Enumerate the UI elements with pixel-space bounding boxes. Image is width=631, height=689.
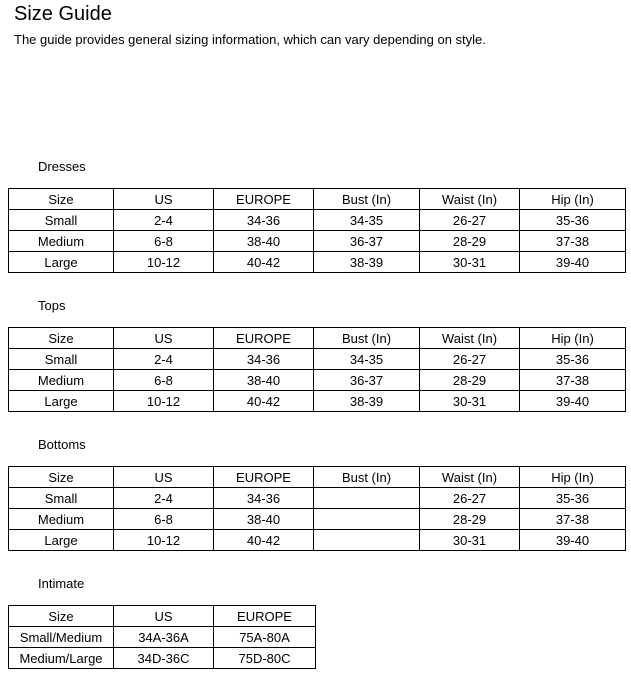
header-cell: US <box>114 189 214 210</box>
table-cell: 6-8 <box>114 370 214 391</box>
table-row <box>9 488 626 509</box>
table-cell: 37-38 <box>520 370 626 391</box>
table-cell: Medium <box>9 370 114 391</box>
header-cell: Bust (In) <box>314 467 420 488</box>
table-cell: Large <box>9 530 114 551</box>
table-cell: 37-38 <box>520 509 626 530</box>
table-cell: 2-4 <box>114 488 214 509</box>
table-cell: 34A-36A <box>114 627 214 648</box>
header-cell: Waist (In) <box>420 328 520 349</box>
section-label-bottoms: Bottoms <box>38 437 86 452</box>
size-table <box>8 327 626 412</box>
size-table <box>8 466 626 551</box>
table-cell: 30-31 <box>420 530 520 551</box>
table-cell: 38-39 <box>314 391 420 412</box>
header-cell: Size <box>9 328 114 349</box>
table-cell: 30-31 <box>420 391 520 412</box>
table-cell: 34D-36C <box>114 648 214 669</box>
table-row <box>9 252 626 273</box>
table-row <box>9 648 316 669</box>
table-cell: 35-36 <box>520 349 626 370</box>
header-cell: Bust (In) <box>314 328 420 349</box>
table-cell: 26-27 <box>420 488 520 509</box>
table-cell: Small <box>9 210 114 231</box>
page-subtitle: The guide provides general sizing information, which can vary depending on style. <box>14 32 486 47</box>
table-cell: Small/Medium <box>9 627 114 648</box>
table-cell <box>314 530 420 551</box>
table-cell: Medium/Large <box>9 648 114 669</box>
page-title: Size Guide <box>14 3 112 25</box>
table-cell: 35-36 <box>520 210 626 231</box>
sections <box>0 159 631 669</box>
header-cell: Waist (In) <box>420 189 520 210</box>
size-table <box>8 605 316 669</box>
table-cell: 35-36 <box>520 488 626 509</box>
table-cell: 26-27 <box>420 349 520 370</box>
table-row <box>9 231 626 252</box>
header-cell: EUROPE <box>214 467 314 488</box>
table-cell: 34-36 <box>214 210 314 231</box>
header-cell: Hip (In) <box>520 189 626 210</box>
size-section <box>0 576 631 669</box>
table-cell: 37-38 <box>520 231 626 252</box>
table-cell: 34-36 <box>214 488 314 509</box>
table-cell: 6-8 <box>114 509 214 530</box>
header-cell: Size <box>9 606 114 627</box>
table-cell: Medium <box>9 509 114 530</box>
table-row <box>9 530 626 551</box>
table-cell: 75D-80C <box>214 648 316 669</box>
table-cell: Small <box>9 349 114 370</box>
table-cell: 36-37 <box>314 231 420 252</box>
size-section <box>0 437 631 551</box>
header-cell: Size <box>9 467 114 488</box>
table-cell: 2-4 <box>114 349 214 370</box>
header-cell: EUROPE <box>214 189 314 210</box>
table-cell: 38-39 <box>314 252 420 273</box>
header-cell: EUROPE <box>214 606 316 627</box>
table-cell <box>314 488 420 509</box>
table-cell: 38-40 <box>214 370 314 391</box>
table-cell: 28-29 <box>420 509 520 530</box>
table-row <box>9 210 626 231</box>
table-header-row <box>9 467 626 488</box>
table-row <box>9 349 626 370</box>
header-cell: EUROPE <box>214 328 314 349</box>
table-cell: 26-27 <box>420 210 520 231</box>
table-row <box>9 370 626 391</box>
table-cell: Large <box>9 391 114 412</box>
table-cell: 34-35 <box>314 210 420 231</box>
header-cell: Waist (In) <box>420 467 520 488</box>
table-header-row <box>9 606 316 627</box>
table-cell: 2-4 <box>114 210 214 231</box>
section-label-intimate: Intimate <box>38 576 85 591</box>
table-cell: 39-40 <box>520 530 626 551</box>
table-cell: Small <box>9 488 114 509</box>
table-row <box>9 627 316 648</box>
table-cell: 39-40 <box>520 391 626 412</box>
table-cell: Medium <box>9 231 114 252</box>
table-cell: 75A-80A <box>214 627 316 648</box>
table-cell: 30-31 <box>420 252 520 273</box>
size-guide-page <box>0 3 631 689</box>
table-cell: 36-37 <box>314 370 420 391</box>
table-cell: 10-12 <box>114 530 214 551</box>
table-header-row <box>9 328 626 349</box>
size-section <box>0 159 631 273</box>
section-label-dresses: Dresses <box>38 159 86 174</box>
table-cell: 34-36 <box>214 349 314 370</box>
table-cell: 38-40 <box>214 231 314 252</box>
table-cell: 40-42 <box>214 530 314 551</box>
header-cell: Hip (In) <box>520 467 626 488</box>
table-row <box>9 391 626 412</box>
table-header-row <box>9 189 626 210</box>
header-cell: US <box>114 467 214 488</box>
table-row <box>9 509 626 530</box>
table-cell <box>314 509 420 530</box>
header-cell: Size <box>9 189 114 210</box>
table-cell: 6-8 <box>114 231 214 252</box>
table-cell: 39-40 <box>520 252 626 273</box>
table-cell: Large <box>9 252 114 273</box>
size-table <box>8 188 626 273</box>
table-cell: 10-12 <box>114 391 214 412</box>
table-cell: 40-42 <box>214 252 314 273</box>
table-cell: 10-12 <box>114 252 214 273</box>
header-cell: US <box>114 606 214 627</box>
table-cell: 34-35 <box>314 349 420 370</box>
header-cell: Hip (In) <box>520 328 626 349</box>
header-cell: Bust (In) <box>314 189 420 210</box>
table-cell: 28-29 <box>420 370 520 391</box>
header-cell: US <box>114 328 214 349</box>
size-section <box>0 298 631 412</box>
table-cell: 28-29 <box>420 231 520 252</box>
section-label-tops: Tops <box>38 298 66 313</box>
table-cell: 38-40 <box>214 509 314 530</box>
table-cell: 40-42 <box>214 391 314 412</box>
